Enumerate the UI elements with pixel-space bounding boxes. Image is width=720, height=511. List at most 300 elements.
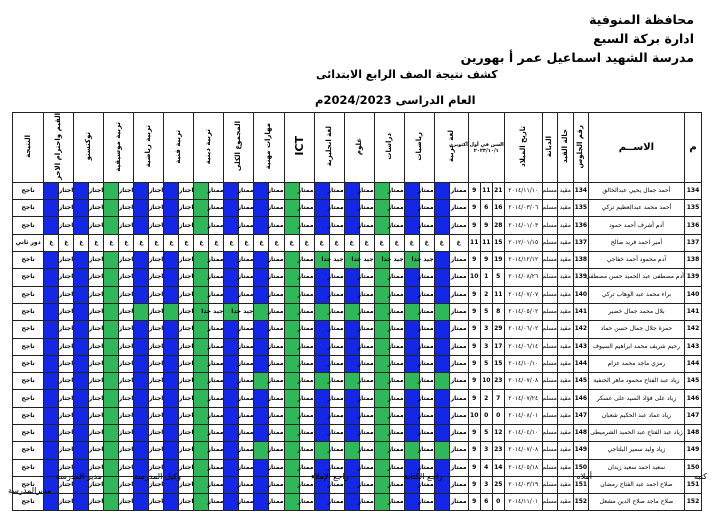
score-block: [284, 252, 299, 269]
grade-cell: ممتاز: [239, 442, 254, 459]
age-months: 6: [480, 494, 492, 511]
grade-cell: ممتاز: [299, 373, 314, 390]
score-block: [254, 182, 269, 199]
row-index: 147: [684, 407, 701, 424]
grade-cell: اجتاز: [59, 182, 74, 199]
student-name: رمزي ماجد محمد عزام: [588, 355, 684, 372]
score-block: [254, 217, 269, 234]
grade-cell: ممتاز: [329, 286, 344, 303]
score-block: [74, 286, 89, 303]
grade-cell: اجتاز: [149, 182, 164, 199]
score-block: [434, 425, 449, 442]
score-block: [434, 269, 449, 286]
grade-cell: ممتاز: [209, 269, 224, 286]
grade-cell: ممتاز: [329, 200, 344, 217]
enrollment-status: مقيد: [557, 269, 573, 286]
score-block: غ: [284, 234, 299, 251]
score-block: [74, 217, 89, 234]
score-block: [434, 303, 449, 320]
age-days: 8: [492, 303, 504, 320]
religion: مسلم: [542, 338, 557, 355]
age-days: 0: [492, 407, 504, 424]
grade-cell: ممتاز: [419, 321, 434, 338]
result-cell: ناجح: [13, 200, 44, 217]
score-block: [164, 390, 179, 407]
table-row: [13, 459, 702, 476]
birth-date: ٢٠١٤/٠٣/٠٦: [504, 200, 542, 217]
row-index: 152: [684, 494, 701, 511]
score-block: [404, 442, 419, 459]
age-years: 9: [468, 200, 480, 217]
result-cell: ناجح: [13, 269, 44, 286]
score-block: [104, 303, 119, 320]
grade-cell: اجتاز: [179, 217, 194, 234]
score-block: [104, 182, 119, 199]
grade-cell: ممتاز: [209, 355, 224, 372]
grade-cell: ممتاز: [419, 390, 434, 407]
row-index: 141: [684, 303, 701, 320]
age-years: 10: [468, 407, 480, 424]
student-name: زياد عماد عبد الحكيم شعبان: [588, 407, 684, 424]
grade-cell: اجتاز: [59, 425, 74, 442]
score-block: [194, 390, 209, 407]
religion: مسلم: [542, 390, 557, 407]
grade-cell: ممتاز: [389, 200, 404, 217]
grade-cell: ممتاز: [269, 390, 284, 407]
age-years: 9: [468, 425, 480, 442]
score-block: [194, 494, 209, 511]
student-name: أحمد محمد عبدالعظيم تركي: [588, 200, 684, 217]
enrollment-status: مقيد: [557, 390, 573, 407]
age-days: 16: [492, 200, 504, 217]
score-block: [44, 217, 59, 234]
grade-cell: ممتاز: [389, 373, 404, 390]
col-header-dob: تاريخ الميلاد: [504, 113, 542, 183]
grade-cell: غ: [119, 234, 134, 251]
grade-cell: ممتاز: [209, 200, 224, 217]
grade-cell: ممتاز: [269, 373, 284, 390]
score-block: [254, 321, 269, 338]
score-block: [134, 425, 149, 442]
grade-cell: ممتاز: [419, 217, 434, 234]
enrollment-status: مقيد: [557, 286, 573, 303]
grade-cell: ممتاز: [299, 269, 314, 286]
grade-cell: ممتاز: [419, 303, 434, 320]
score-block: [284, 286, 299, 303]
grade-cell: اجتاز: [89, 303, 104, 320]
grade-cell: ممتاز: [449, 355, 468, 372]
score-block: [284, 200, 299, 217]
score-block: [434, 217, 449, 234]
school-heading: مدرسة الشهيد اسماعيل عمر أ بهورين: [460, 50, 694, 65]
score-block: [164, 425, 179, 442]
birth-date: ٢٠١٤/١٠/١٠: [504, 355, 542, 372]
score-block: [44, 442, 59, 459]
grade-cell: اجتاز: [179, 425, 194, 442]
grade-cell: ممتاز: [239, 390, 254, 407]
score-block: [104, 494, 119, 511]
grade-cell: ممتاز: [449, 182, 468, 199]
grade-cell: اجتاز: [89, 425, 104, 442]
grade-cell: اجتاز: [59, 476, 74, 493]
score-block: [194, 425, 209, 442]
score-block: [164, 373, 179, 390]
grade-cell: اجتاز: [149, 303, 164, 320]
religion: مسلم: [542, 407, 557, 424]
table-row: [13, 200, 702, 217]
score-block: [74, 494, 89, 511]
table-row: [13, 494, 702, 511]
score-block: [104, 286, 119, 303]
grade-cell: اجتاز: [179, 321, 194, 338]
grade-cell: اجتاز: [179, 286, 194, 303]
grade-cell: ممتاز: [329, 269, 344, 286]
age-years: 10: [468, 269, 480, 286]
score-block: [374, 200, 389, 217]
birth-date: ٢٠١٤/٠١/٠٣: [504, 217, 542, 234]
grade-cell: ممتاز: [269, 442, 284, 459]
score-block: [374, 303, 389, 320]
table-row: [13, 390, 702, 407]
score-block: [404, 390, 419, 407]
age-years: 9: [468, 217, 480, 234]
score-block: [194, 459, 209, 476]
religion: مسلم: [542, 476, 557, 493]
score-block: [404, 321, 419, 338]
score-block: [284, 321, 299, 338]
score-block: [314, 182, 329, 199]
grade-cell: اجتاز: [89, 373, 104, 390]
age-days: 14: [492, 459, 504, 476]
age-days: 12: [492, 425, 504, 442]
grade-cell: ممتاز: [269, 252, 284, 269]
grade-cell: ممتاز: [209, 390, 224, 407]
score-block: [104, 407, 119, 424]
grade-cell: اجتاز: [119, 407, 134, 424]
grade-cell: ممتاز: [449, 442, 468, 459]
grade-cell: ممتاز: [299, 217, 314, 234]
birth-date: ٢٠١٤/٠٧/٢٤: [504, 390, 542, 407]
score-block: [134, 355, 149, 372]
score-block: [44, 373, 59, 390]
birth-date: ٢٠١٤/١١/٠١: [504, 494, 542, 511]
grade-cell: ممتاز: [419, 338, 434, 355]
administration-heading: ادارة بركة السبع: [593, 31, 694, 46]
result-cell: ناجح: [13, 407, 44, 424]
grade-cell: اجتاز: [179, 355, 194, 372]
grade-cell: اجتاز: [119, 286, 134, 303]
score-block: [44, 338, 59, 355]
score-block: [254, 425, 269, 442]
student-name: زياد عبد الفتاح محمود ماهر الحنفية: [588, 373, 684, 390]
enrollment-status: مقيد: [557, 407, 573, 424]
grade-cell: ممتاز: [329, 373, 344, 390]
grade-cell: ممتاز: [269, 476, 284, 493]
age-months: 3: [480, 321, 492, 338]
enrollment-status: مقيد: [557, 338, 573, 355]
score-block: [254, 373, 269, 390]
score-block: [374, 182, 389, 199]
grade-cell: اجتاز: [59, 217, 74, 234]
score-block: [254, 200, 269, 217]
student-name: زياد على فؤاد السيد على عسكر: [588, 390, 684, 407]
grade-cell: اجتاز: [89, 390, 104, 407]
score-block: [254, 355, 269, 372]
age-months: 2: [480, 286, 492, 303]
grade-cell: اجتاز: [89, 286, 104, 303]
grade-cell: ممتاز: [209, 321, 224, 338]
grade-cell: ممتاز: [389, 269, 404, 286]
enrollment-status: مقيد: [557, 321, 573, 338]
result-cell: ناجح: [13, 476, 44, 493]
age-years: 9: [468, 338, 480, 355]
student-name: أحمد جمال يحيي عبدالخالق: [588, 182, 684, 199]
grade-cell: ممتاز: [269, 217, 284, 234]
grade-cell: اجتاز: [59, 338, 74, 355]
student-name: براء محمد عبد الوهاب تركي: [588, 286, 684, 303]
score-block: [224, 217, 239, 234]
enrollment-status: مقيد: [557, 425, 573, 442]
grade-cell: ممتاز: [299, 407, 314, 424]
score-block: [434, 442, 449, 459]
grade-cell: اجتاز: [119, 494, 134, 511]
enrollment-status: مقيد: [557, 373, 573, 390]
grade-cell: اجتاز: [179, 338, 194, 355]
grade-cell: ممتاز: [449, 476, 468, 493]
table-row: [13, 373, 702, 390]
score-block: [104, 425, 119, 442]
grade-cell: ممتاز: [389, 476, 404, 493]
score-block: [224, 459, 239, 476]
score-block: [344, 494, 359, 511]
footer-dictation: أملاه: [576, 472, 592, 481]
enrollment-status: مقيد: [557, 442, 573, 459]
grade-cell: اجتاز: [119, 217, 134, 234]
age-years: 9: [468, 286, 480, 303]
grade-cell: اجتاز: [119, 390, 134, 407]
student-name: سعيد احمد سعيد زيدان: [588, 459, 684, 476]
score-block: [44, 182, 59, 199]
score-block: [134, 373, 149, 390]
grade-cell: ممتاز: [359, 286, 374, 303]
grade-cell: ممتاز: [329, 407, 344, 424]
grade-cell: اجتاز: [119, 442, 134, 459]
grade-cell: اجتاز: [179, 373, 194, 390]
score-block: [134, 182, 149, 199]
grade-cell: اجتاز: [149, 390, 164, 407]
score-block: [74, 407, 89, 424]
score-block: غ: [404, 234, 419, 251]
grade-cell: ممتاز: [299, 442, 314, 459]
grade-cell: ممتاز: [449, 494, 468, 511]
age-years: 9: [468, 303, 480, 320]
grade-cell: اجتاز: [149, 442, 164, 459]
grade-cell: اجتاز: [59, 459, 74, 476]
grade-cell: ممتاز: [359, 373, 374, 390]
score-block: [284, 459, 299, 476]
score-block: [194, 182, 209, 199]
row-index: 135: [684, 200, 701, 217]
score-block: [254, 459, 269, 476]
score-block: غ: [74, 234, 89, 251]
score-block: [434, 200, 449, 217]
grade-cell: ممتاز: [329, 303, 344, 320]
grade-cell: ممتاز: [389, 182, 404, 199]
score-block: [74, 303, 89, 320]
birth-date: ٢٠١٤/٠٧/٠٨: [504, 373, 542, 390]
score-block: [434, 252, 449, 269]
enrollment-status: مقيد: [557, 303, 573, 320]
grade-cell: ممتاز: [239, 459, 254, 476]
score-block: [344, 269, 359, 286]
seat-number: 135: [573, 200, 588, 217]
grade-cell: ممتاز: [449, 373, 468, 390]
grade-cell: جيد جدا: [209, 303, 224, 320]
seat-number: 149: [573, 442, 588, 459]
row-index: 145: [684, 373, 701, 390]
score-block: [314, 407, 329, 424]
grade-cell: ممتاز: [449, 390, 468, 407]
table-row: [13, 182, 702, 199]
age-months: 5: [480, 355, 492, 372]
table-row: [13, 252, 702, 269]
row-index: 138: [684, 252, 701, 269]
age-years: 9: [468, 459, 480, 476]
score-block: [404, 182, 419, 199]
score-block: غ: [434, 234, 449, 251]
grade-cell: ممتاز: [299, 286, 314, 303]
score-block: [404, 407, 419, 424]
score-block: [74, 269, 89, 286]
grade-cell: اجتاز: [59, 407, 74, 424]
grade-cell: غ: [329, 234, 344, 251]
col-header-12: تربية موسيقية: [104, 113, 134, 183]
grade-cell: ممتاز: [449, 407, 468, 424]
score-block: [284, 217, 299, 234]
score-block: [404, 425, 419, 442]
score-block: [344, 182, 359, 199]
grade-cell: ممتاز: [299, 476, 314, 493]
col-header-5: لغة انجليزية: [314, 113, 344, 183]
grade-cell: ممتاز: [239, 321, 254, 338]
score-block: [104, 355, 119, 372]
score-block: [284, 390, 299, 407]
religion: مسلم: [542, 217, 557, 234]
grade-cell: ممتاز: [269, 182, 284, 199]
results-table: [12, 112, 702, 511]
row-index: 139: [684, 269, 701, 286]
grade-cell: ممتاز: [389, 442, 404, 459]
score-block: [194, 200, 209, 217]
seat-number: 138: [573, 252, 588, 269]
grade-cell: ممتاز: [239, 217, 254, 234]
score-block: [224, 390, 239, 407]
grade-cell: اجتاز: [59, 200, 74, 217]
age-months: 10: [480, 373, 492, 390]
score-block: [284, 442, 299, 459]
grade-cell: ممتاز: [359, 442, 374, 459]
score-block: [254, 390, 269, 407]
score-block: [284, 373, 299, 390]
score-block: [314, 321, 329, 338]
col-header-10: تربية فنية: [164, 113, 194, 183]
grade-cell: اجتاز: [149, 338, 164, 355]
row-index: 134: [684, 182, 701, 199]
age-months: 5: [480, 425, 492, 442]
grade-cell: اجتاز: [149, 286, 164, 303]
score-block: [344, 338, 359, 355]
grade-cell: ممتاز: [329, 321, 344, 338]
grade-cell: ممتاز: [299, 303, 314, 320]
result-cell: ناجح: [13, 494, 44, 511]
score-block: [404, 269, 419, 286]
score-block: [104, 390, 119, 407]
score-block: [164, 338, 179, 355]
enrollment-status: مقيد: [557, 217, 573, 234]
grade-cell: ممتاز: [329, 182, 344, 199]
table-row: [13, 407, 702, 424]
score-block: [404, 373, 419, 390]
score-block: [374, 286, 389, 303]
score-block: [404, 303, 419, 320]
score-block: [194, 407, 209, 424]
grade-cell: اجتاز: [179, 303, 194, 320]
enrollment-status: مقيد: [557, 182, 573, 199]
age-months: 3: [480, 338, 492, 355]
grade-cell: اجتاز: [89, 494, 104, 511]
grade-cell: ممتاز: [419, 182, 434, 199]
grade-cell: ممتاز: [449, 200, 468, 217]
result-cell: ناجح: [13, 442, 44, 459]
score-block: [224, 321, 239, 338]
grade-cell: ممتاز: [329, 425, 344, 442]
grade-cell: ممتاز: [209, 476, 224, 493]
row-index: 146: [684, 390, 701, 407]
age-months: 11: [480, 182, 492, 199]
grade-cell: ممتاز: [389, 459, 404, 476]
grade-cell: اجتاز: [149, 321, 164, 338]
grade-cell: ممتاز: [269, 494, 284, 511]
age-years: 9: [468, 252, 480, 269]
table-row: [13, 286, 702, 303]
score-block: [254, 338, 269, 355]
grade-cell: اجتاز: [179, 252, 194, 269]
grade-cell: اجتاز: [119, 476, 134, 493]
grade-cell: ممتاز: [299, 390, 314, 407]
grade-cell: ممتاز: [269, 321, 284, 338]
score-block: غ: [164, 234, 179, 251]
age-years: 9: [468, 182, 480, 199]
student-name: حمزة جلال جمال حسن حماد: [588, 321, 684, 338]
score-block: [344, 407, 359, 424]
score-block: [74, 321, 89, 338]
religion: مسلم: [542, 234, 557, 251]
grade-cell: ممتاز: [359, 269, 374, 286]
score-block: [374, 459, 389, 476]
seat-number: 150: [573, 459, 588, 476]
score-block: [314, 217, 329, 234]
table-row: [13, 303, 702, 320]
grade-cell: ممتاز: [239, 286, 254, 303]
score-block: [164, 442, 179, 459]
col-header-7: مهارات مهنية: [254, 113, 284, 183]
grade-cell: اجتاز: [149, 407, 164, 424]
age-days: 15: [492, 234, 504, 251]
grade-cell: ممتاز: [299, 321, 314, 338]
score-block: [44, 407, 59, 424]
grade-cell: ممتاز: [269, 407, 284, 424]
age-months: 5: [480, 303, 492, 320]
